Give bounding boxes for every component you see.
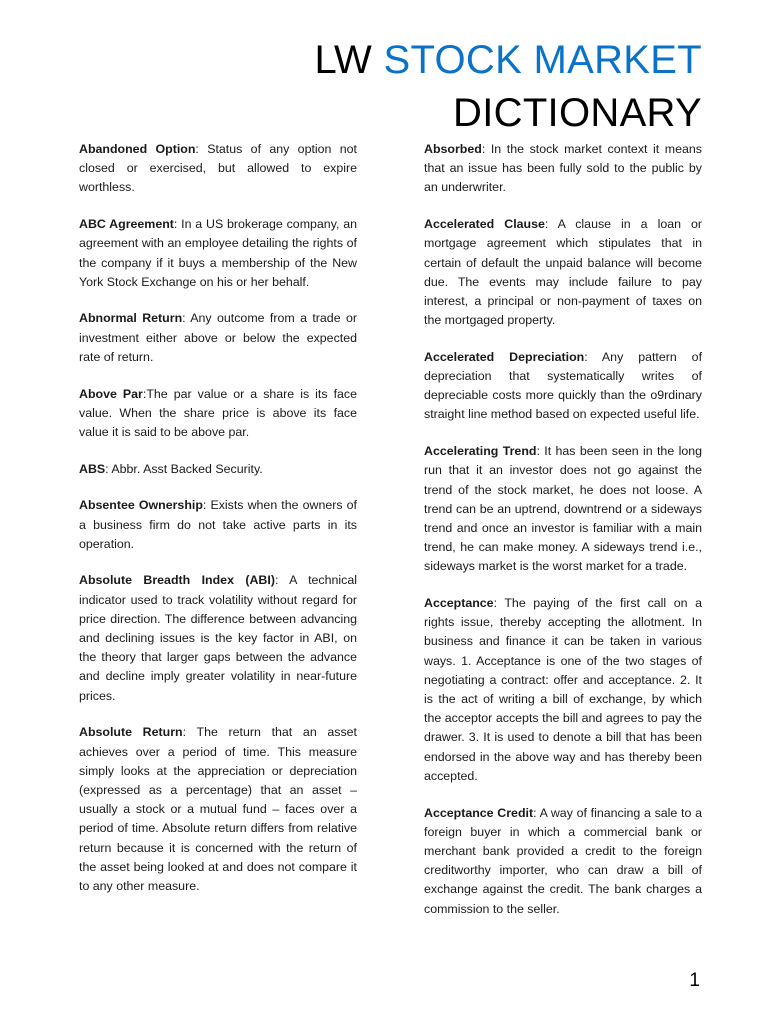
entry-separator: : (533, 805, 540, 820)
entry-term: ABC Agreement (79, 217, 174, 232)
dictionary-entry (79, 385, 357, 443)
dictionary-entry (79, 215, 357, 292)
entry-separator: : (493, 596, 505, 611)
entry-definition: A technical indicator used to track volatility without regard for price direction. The difference between advancing and declining issues is the key factor in ABI, on the theory that larger gaps between the advance and decline imply greater volatility in near-future prices. (79, 573, 357, 703)
entry-term: Acceptance (424, 596, 494, 611)
dictionary-entry (424, 442, 702, 576)
title-prefix: LW (314, 38, 373, 82)
right-column (424, 140, 702, 936)
entry-separator: : (182, 311, 191, 326)
entry-term: Abnormal Return (79, 311, 183, 326)
entry-definition: The paying of the first call on a rights issue, thereby accepting the allotment. In business and finance it can be taken in various ways. 1. Acceptance is one of the two stages of negotiating a contract: offer and acceptance. 2. It is the act of writing a bill of exchange, by which the acceptor accepts the bill and agrees to pay the drawer. 3. It is used to denote a bill that has been endorsed in the above way and has thereby been accepted. (424, 596, 702, 783)
entry-term: Absorbed (424, 142, 482, 156)
dictionary-entry (424, 804, 702, 919)
entry-term: Accelerated Depreciation (424, 349, 585, 364)
entry-separator: : (142, 386, 147, 401)
title-line-1 (314, 34, 702, 87)
entry-term: Absolute Breadth Index (ABI) (79, 573, 275, 588)
entry-term: Above Par (79, 386, 143, 401)
entry-definition: In a US brokerage company, an agreement with an employee detailing the rights of the company if it buys a membership of the New York Stock Exchange on his or her behalf. (79, 217, 357, 289)
dictionary-entry (424, 348, 702, 425)
entry-definition: Any pattern of depreciation that systematically writes of depreciable costs more quickly than the o9rdinary straight line method based on expected useful life. (424, 349, 703, 422)
entry-separator: : (202, 498, 211, 513)
dictionary-entry (79, 571, 357, 705)
page-number: 1 (689, 970, 700, 991)
entry-separator: : (274, 573, 290, 588)
entry-definition: A clause in a loan or mortgage agreement which stipulates that in certain of default the unpaid balance will become due. The events may include failure to pay interest, a principal or non-payment of taxes on the mortgaged property. (424, 217, 703, 328)
entry-term: Acceptance Credit (424, 805, 534, 820)
entry-separator: : (182, 725, 197, 740)
entry-term: Accelerated Clause (424, 217, 545, 232)
entry-separator: : (105, 461, 112, 476)
dictionary-entry (79, 140, 357, 198)
entry-term: Absentee Ownership (79, 498, 203, 513)
page-title (314, 34, 702, 140)
dictionary-entry (79, 460, 357, 479)
entry-definition: A way of financing a sale to a foreign buyer in which a commercial bank or merchant bank provided a credit to the foreign creditworthy importer, who can draw a bill of exchange against the credit. The bank charges a commission to the seller. (424, 805, 702, 916)
entry-definition: Abbr. Asst Backed Security. (111, 461, 263, 476)
dictionary-entry (79, 723, 357, 896)
entry-definition: In the stock market context it means that an issue has been fully sold to the public by an underwriter. (424, 142, 702, 195)
entry-separator: : (584, 349, 602, 364)
entry-term: Abandoned Option (79, 142, 196, 156)
entry-definition: The par value or a share is its face value. When the share price is above its face value it is said to be above par. (79, 386, 357, 439)
dictionary-entry (424, 594, 702, 786)
entry-separator: : (195, 142, 208, 156)
dictionary-entry (424, 140, 702, 198)
dictionary-entry (424, 215, 702, 330)
entry-term: ABS (79, 461, 106, 476)
dictionary-entry (79, 496, 357, 554)
entry-definition: Status of any option not closed or exercised, but allowed to expire worthless. (79, 142, 357, 195)
left-column (79, 140, 357, 914)
entry-definition: It has been seen in the long run that it an investor does not go against the trend of the stock market, he does not loose. A trend can be an uptrend, downtrend or a sideways trend and once an investor is familiar with a main trend, he can make money. A sideways trend i.e., sideways market is the worst market for a trade. (424, 444, 702, 574)
title-accent: STOCK MARKET (383, 38, 702, 82)
entry-separator: : (544, 217, 558, 232)
entry-definition: Any outcome from a trade or investment either above or below the expected rate of return. (79, 311, 357, 364)
title-line-2: DICTIONARY (453, 91, 702, 135)
entry-separator: : (536, 444, 545, 459)
entry-separator: : (481, 142, 491, 156)
entry-term: Absolute Return (79, 725, 183, 740)
entry-term: Accelerating Trend (424, 444, 537, 459)
entry-definition: The return that an asset achieves over a period of time. This measure simply looks at the appreciation or depreciation (expressed as a percentage) that an asset – usually a stock or a mutual fund – faces over a period of time. Absolute return differs from relative return because it is concerned with the return of the asset being looked at and does not compare it to any other measure. (79, 725, 357, 893)
entry-definition: Exists when the owners of a business firm do not take active parts in its operation. (79, 498, 357, 551)
dictionary-entry (79, 309, 357, 367)
entry-separator: : (173, 217, 182, 232)
